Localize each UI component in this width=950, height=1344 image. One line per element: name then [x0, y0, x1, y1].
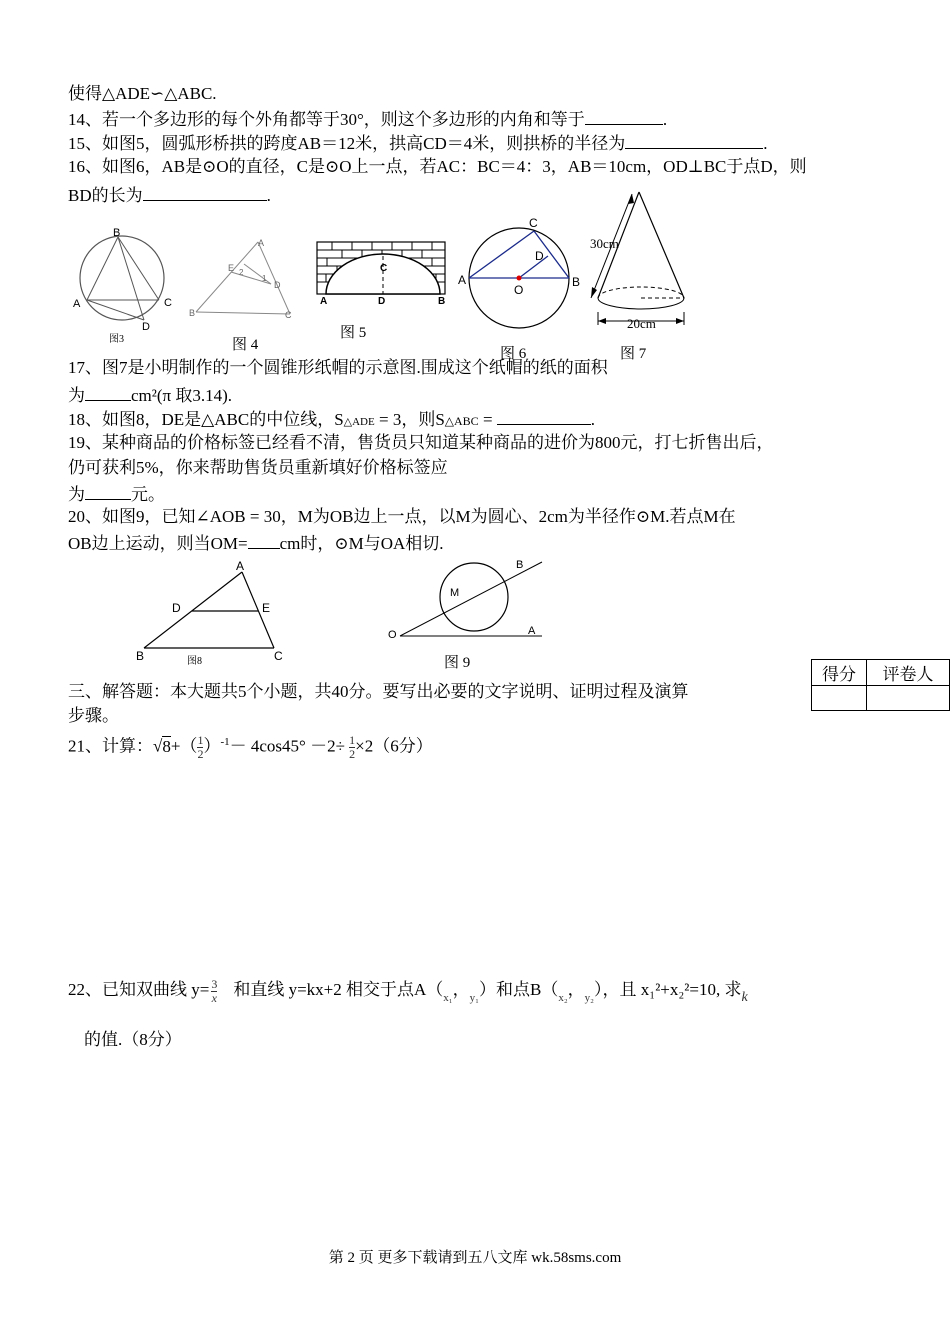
q16-blank[interactable] [143, 182, 267, 201]
q16-end: . [266, 186, 271, 205]
question-22-line1 [68, 972, 748, 1010]
q21-end: ×2（6分） [355, 736, 433, 756]
fig9-caption: 图 9 [444, 655, 471, 671]
q15-text: 15、如图5，圆弧形桥拱的跨度AB＝12米，拱高CD＝4米，则拱桥的半径为 [68, 134, 626, 153]
q18-end: . [590, 410, 596, 429]
section-3-line2: 步骤。 [68, 706, 119, 725]
score-cell[interactable] [812, 686, 867, 711]
q22-frac-num: 3 [211, 976, 218, 991]
q22-k: k [741, 990, 748, 1005]
q17-post: cm²(π 取3.14). [131, 386, 233, 405]
q22-y2: y₂ [584, 992, 595, 1004]
svg-text:O: O [514, 283, 524, 297]
q15-end: . [763, 134, 768, 153]
q21-frac2-num: 1 [349, 733, 356, 748]
svg-text:B: B [572, 275, 581, 289]
svg-text:C: C [164, 297, 172, 309]
fig6-caption: 图 6 [500, 346, 527, 362]
svg-text:1: 1 [262, 274, 267, 283]
q21-frac2-den: 2 [349, 747, 356, 762]
svg-text:E: E [228, 263, 235, 273]
q16-text: BD的长为 [68, 186, 143, 205]
q22-post: ），且 x₁²+x₂²=10, 求 [594, 980, 742, 999]
svg-text:D: D [535, 249, 544, 263]
fig7-caption: 图 7 [620, 346, 647, 362]
svg-text:B: B [438, 296, 446, 307]
q14-end: . [662, 110, 668, 129]
q18-pre: 18、如图8，DE是△ABC的中位线，S [68, 410, 344, 429]
svg-text:E: E [262, 601, 271, 615]
q21-exponent: -1 [220, 736, 230, 748]
figure-5 [312, 240, 450, 308]
question-15 [68, 130, 767, 156]
q17-blank[interactable] [85, 382, 131, 401]
q21-close: ） [203, 736, 221, 756]
question-19-line2: 仍可获利5%，你来帮助售货员重新填好价格标签应 [68, 458, 448, 477]
figure-8 [130, 560, 290, 670]
q20-post: cm时，⊙M与OA相切. [279, 534, 444, 553]
fig7-slant-label: 30cm [590, 236, 619, 251]
q21-frac1-den: 2 [197, 747, 204, 762]
q22-y1: y₁ [469, 992, 479, 1004]
q22-mid: 和直线 y=kx+2 相交于点A（ [233, 980, 444, 999]
question-16-line2 [68, 182, 271, 208]
figure-9 [384, 556, 550, 646]
question-14 [68, 106, 667, 132]
svg-text:C: C [274, 649, 283, 663]
page-footer: 第 2 页 更多下载请到五八文库 wk.58sms.com [328, 1250, 622, 1266]
q22-x2: x₂ [558, 992, 568, 1004]
fig3-caption: 图3 [109, 334, 124, 345]
line-conclusion: 使得△ADE∽△ABC. [68, 84, 217, 103]
q21-rest: － 4cos45° －2÷ [229, 736, 345, 756]
q14-blank[interactable] [585, 106, 663, 125]
q22-mid2: ）和点B（ [478, 980, 559, 999]
svg-text:O: O [388, 629, 397, 641]
svg-text:M: M [450, 587, 460, 599]
question-20-line2 [68, 530, 444, 556]
score-header: 得分 [812, 660, 867, 686]
q21-plus: +（ [170, 736, 198, 756]
q22-comma2: ， [567, 980, 585, 999]
svg-text:A: A [258, 238, 265, 248]
grade-table [811, 659, 950, 711]
question-22-line2: 的值.（8分） [84, 1030, 182, 1049]
q18-sub1: △ADE [343, 416, 375, 428]
q15-blank[interactable] [625, 130, 763, 149]
fig7-base-label: 20cm [627, 316, 656, 331]
q22-frac-den: x [211, 990, 217, 1005]
question-17-line2 [68, 382, 232, 408]
q21-pre: 21、计算： [68, 736, 153, 756]
sqrt-icon: √ [153, 736, 163, 756]
q18-post: = [478, 410, 497, 429]
svg-text:C: C [380, 263, 388, 274]
svg-text:B: B [189, 308, 196, 318]
q20-pre: OB边上运动，则当OM= [68, 534, 248, 553]
q22-pre: 22、已知双曲线 y= [68, 980, 210, 999]
q18-mid: = 3，则S [374, 410, 445, 429]
question-17-line1: 17、图7是小明制作的一个圆锥形纸帽的示意图.围成这个纸帽的纸的面积 [68, 358, 608, 377]
q21-sqrt-value: 8 [162, 736, 171, 756]
question-19-line3 [68, 481, 165, 507]
svg-text:A: A [236, 560, 245, 573]
question-18 [68, 406, 595, 434]
q20-blank[interactable] [248, 530, 280, 549]
q22-comma1: ， [452, 980, 470, 999]
q18-sub2: △ABC [444, 414, 479, 428]
svg-text:A: A [458, 273, 467, 287]
fig5-caption: 图 5 [340, 325, 367, 341]
svg-text:A: A [528, 625, 536, 637]
q19-pre: 为 [68, 485, 85, 504]
q18-blank[interactable] [497, 406, 591, 425]
svg-text:C: C [529, 216, 538, 230]
q19-post: 元。 [131, 485, 165, 504]
question-19-line1: 19、某种商品的价格标签已经看不清，售货员只知道某种商品的进价为800元，打七折售出后， [68, 433, 774, 452]
svg-text:B: B [136, 649, 145, 663]
svg-text:C: C [285, 310, 292, 320]
q19-blank[interactable] [85, 481, 131, 500]
svg-text:2: 2 [239, 268, 244, 277]
question-20-line1: 20、如图9，已知∠AOB = 30，M为OB边上一点，以M为圆心、2cm为半径作⊙M.若点M在 [68, 507, 736, 526]
svg-text:A: A [73, 298, 81, 310]
q22-x1: x₁ [443, 992, 453, 1004]
q21-frac1-num: 1 [197, 733, 204, 748]
svg-text:D: D [142, 321, 150, 333]
fig4-caption: 图 4 [232, 337, 259, 353]
figure-3 [66, 222, 186, 350]
question-16-line1: 16、如图6，AB是⊙O的直径，C是⊙O上一点，若AC：BC＝4：3，AB＝10cm，OD⊥BC于点D，则 [68, 157, 807, 176]
svg-text:B: B [113, 227, 121, 239]
q14-text: 14、若一个多边形的每个外角都等于30°，则这个多边形的内角和等于 [68, 110, 585, 129]
fig8-caption: 图8 [187, 656, 202, 667]
q17-pre: 为 [68, 386, 85, 405]
svg-text:D: D [378, 296, 386, 307]
q22-fraction [211, 978, 217, 1005]
svg-text:D: D [172, 601, 181, 615]
figure-6 [456, 214, 582, 332]
grader-header: 评卷人 [867, 660, 950, 686]
svg-text:B: B [516, 559, 524, 571]
figure-4 [186, 234, 296, 324]
svg-text:A: A [320, 296, 328, 307]
question-21 [68, 724, 433, 765]
svg-text:D: D [274, 280, 281, 290]
section-3-line1: 三、解答题：本大题共5个小题，共40分。要写出必要的文字说明、证明过程及演算 [68, 682, 689, 701]
grader-cell[interactable] [867, 686, 950, 711]
